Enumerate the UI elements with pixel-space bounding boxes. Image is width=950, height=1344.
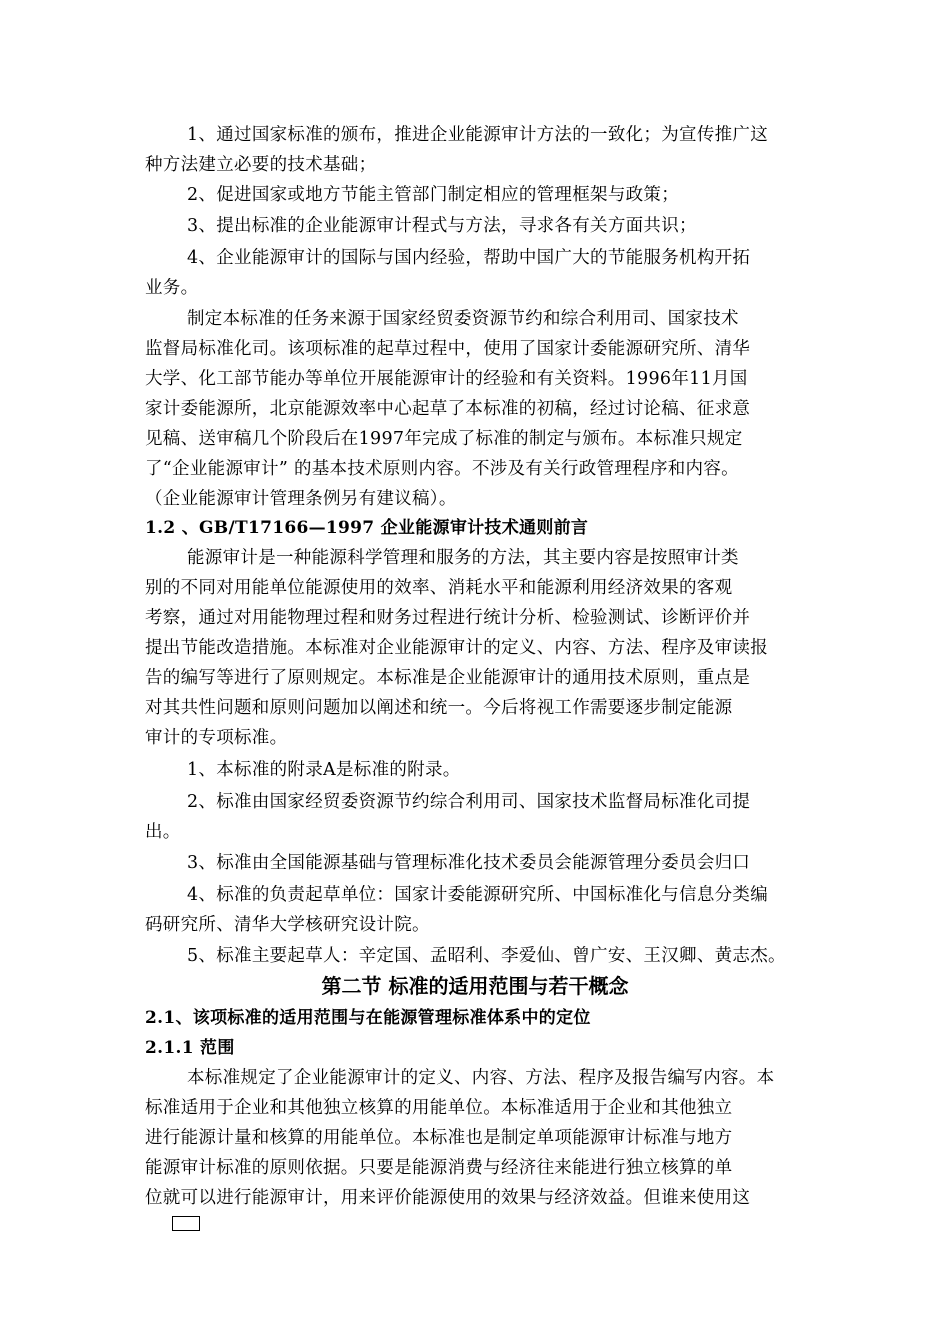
text-line: 业务。 <box>145 278 199 298</box>
text-line: 1、本标准的附录A是标准的附录。 <box>187 760 461 780</box>
text-line: 进行能源计量和核算的用能单位。本标准也是制定单项能源审计标准与地方 <box>145 1128 733 1148</box>
text-line: 监督局标准化司。该项标准的起草过程中，使用了国家计委能源研究所、清华 <box>145 339 751 359</box>
chapter-heading: 第二节 标准的适用范围与若干概念 <box>321 974 629 998</box>
text-line: 种方法建立必要的技术基础； <box>145 155 377 175</box>
text-line: 提出节能改造措施。本标准对企业能源审计的定义、内容、方法、程序及审读报 <box>145 638 768 658</box>
text-line: 3、标准由全国能源基础与管理标准化技术委员会能源管理分委员会归口 <box>187 853 751 873</box>
text-line: 4、企业能源审计的国际与国内经验，帮助中国广大的节能服务机构开拓 <box>187 248 751 268</box>
section-heading: 2.1、该项标准的适用范围与在能源管理标准体系中的定位 <box>145 1008 591 1028</box>
text-line: 1、通过国家标准的颁布，推进企业能源审计方法的一致化；为宣传推广这 <box>187 125 769 145</box>
text-line: 制定本标准的任务来源于国家经贸委资源节约和综合利用司、国家技术 <box>187 309 739 329</box>
text-line: 2、促进国家或地方节能主管部门制定相应的管理框架与政策； <box>187 185 680 205</box>
text-line: 4、标准的负责起草单位：国家计委能源研究所、中国标准化与信息分类编 <box>187 885 769 905</box>
text-line: 3、提出标准的企业能源审计程式与方法，寻求各有关方面共识； <box>187 216 697 236</box>
text-line: 家计委能源所，北京能源效率中心起草了本标准的初稿，经过讨论稿、征求意 <box>145 399 751 419</box>
text-line: 考察，通过对用能物理过程和财务过程进行统计分析、检验测试、诊断评价并 <box>145 608 751 628</box>
section-heading: 1.2 、GB/T17166—1997 企业能源审计技术通则前言 <box>145 518 589 538</box>
text-line: 了“企业能源审计” 的基本技术原则内容。不涉及有关行政管理程序和内容。 <box>145 459 739 479</box>
text-line: 告的编写等进行了原则规定。本标准是企业能源审计的通用技术原则，重点是 <box>145 668 751 688</box>
page-number-box <box>172 1216 200 1231</box>
text-line: 标准适用于企业和其他独立核算的用能单位。本标准适用于企业和其他独立 <box>145 1098 733 1118</box>
text-line: 审计的专项标准。 <box>145 728 288 748</box>
text-line: 位就可以进行能源审计，用来评价能源使用的效果与经济效益。但谁来使用这 <box>145 1188 751 1208</box>
text-line: 出。 <box>145 822 181 842</box>
text-line: 5、标准主要起草人：辛定国、孟昭利、李爱仙、曾广安、王汉卿、黄志杰。 <box>187 946 786 966</box>
text-line: 能源审计标准的原则依据。只要是能源消费与经济往来能进行独立核算的单 <box>145 1158 733 1178</box>
subsection-heading: 2.1.1 范围 <box>145 1038 235 1058</box>
text-line: 码研究所、清华大学核研究设计院。 <box>145 915 430 935</box>
text-line: 对其共性问题和原则问题加以阐述和统一。今后将视工作需要逐步制定能源 <box>145 698 733 718</box>
text-line: 别的不同对用能单位能源使用的效率、消耗水平和能源利用经济效果的客观 <box>145 578 733 598</box>
text-line: 2、标准由国家经贸委资源节约综合利用司、国家技术监督局标准化司提 <box>187 792 751 812</box>
text-line: 本标准规定了企业能源审计的定义、内容、方法、程序及报告编写内容。本 <box>187 1068 775 1088</box>
text-line: 见稿、送审稿几个阶段后在1997年完成了标准的制定与颁布。本标准只规定 <box>145 429 743 449</box>
text-line: （企业能源审计管理条例另有建议稿）。 <box>145 489 457 509</box>
text-line: 大学、化工部节能办等单位开展能源审计的经验和有关资料。1996年11月国 <box>145 369 748 389</box>
text-line: 能源审计是一种能源科学管理和服务的方法，其主要内容是按照审计类 <box>187 548 739 568</box>
